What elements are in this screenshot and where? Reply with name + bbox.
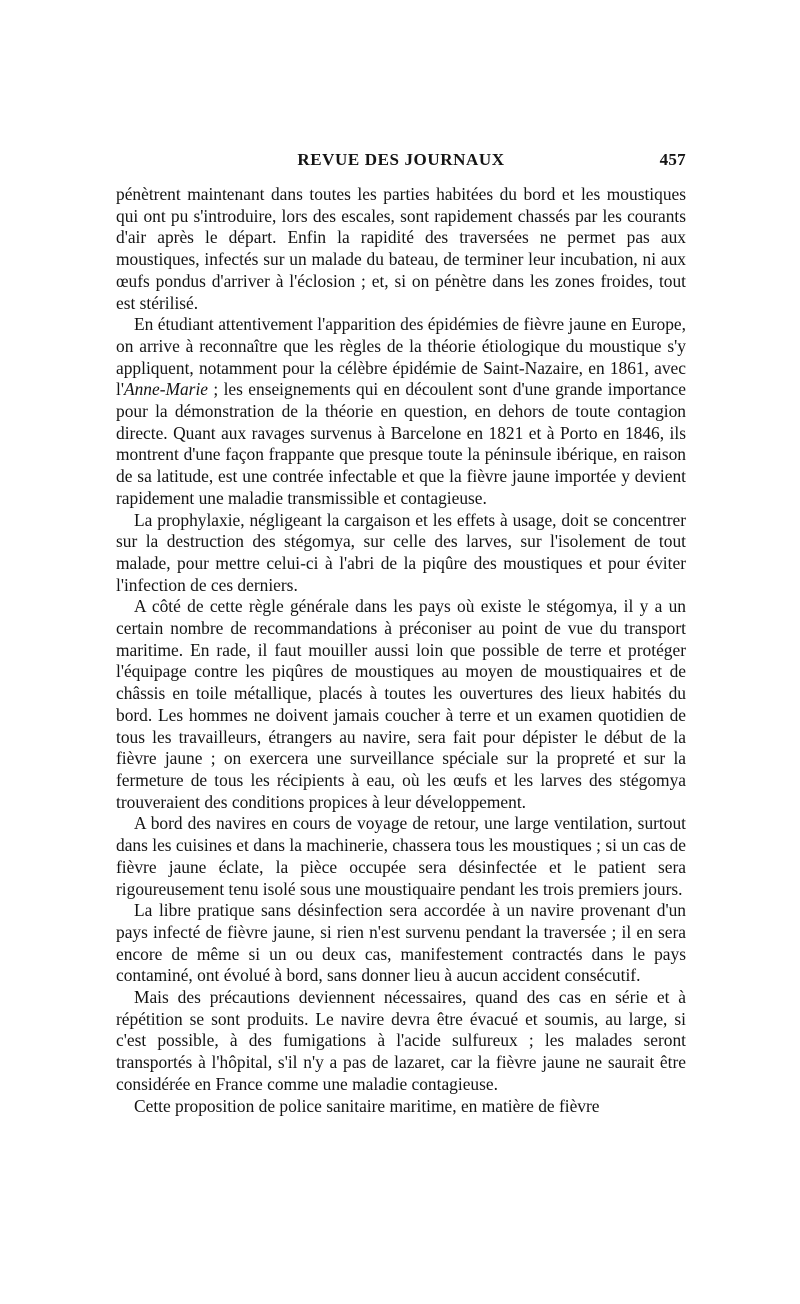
paragraph [116, 900, 686, 987]
paragraph-text: A bord des navires en cours de voyage de retour, une large ventilation, surtout dans les cuisines et dans la machinerie, chassera tous les moustiques ; si un cas de fièvre jaune éclate, la pièce occupée sera désinfectée et le patient sera rigoureusement tenu isolé sous une moustiquaire pendant les trois premiers jours. [116, 813, 686, 899]
running-head-title: REVUE DES JOURNAUX [297, 150, 505, 169]
paragraph-text: A côté de cette règle générale dans les pays où existe le stégomya, il y a un certain nombre de recommandations à préconiser au point de vue du transport maritime. En rade, il faut mouiller aussi loin que possible de terre et protéger l'équipage contre les piqûres de moustiques au moyen de moustiquaires et de châssis en toile métallique, placés à toutes les ouvertures des lieux habités du bord. Les hommes ne doivent jamais coucher à terre et un examen quotidien de tous les travailleurs, étrangers au navire, sera fait pour dépister le début de la fièvre jaune ; on exercera une surveillance spéciale sur la propreté et sur la fermeture de tous les récipients à eau, où les œufs et les larves des stégomya trouveraient des conditions propices à leur développement. [116, 596, 686, 812]
page-number: 457 [659, 150, 686, 169]
paragraph [116, 184, 686, 314]
paragraph [116, 813, 686, 900]
paragraph-text: En étudiant attentivement l'apparition des épidémies de fièvre jaune en Europe, on arrive à reconnaître que les règles de la théorie étiologique du moustique s'y appliquent, notamment pour la célèbre épidémie de Saint-Nazaire, en 1861, avec l' [116, 314, 686, 400]
paragraph [116, 314, 686, 509]
paragraph [116, 987, 686, 1096]
paragraph [116, 1096, 686, 1118]
book-page [116, 150, 686, 1117]
paragraph-text: pénètrent maintenant dans toutes les parties habitées du bord et les moustiques qui ont pu s'introduire, lors des escales, sont rapidement chassés par les courants d'air après le départ. Enfin la rapidité des traversées ne permet pas aux moustiques, infectés sur un malade du bateau, de terminer leur incubation, ni aux œufs pondus d'arriver à l'éclosion ; et, si on pénètre dans les zones froides, tout est stérilisé. [116, 184, 686, 313]
paragraph-text: Cette proposition de police sanitaire maritime, en matière de fièvre [134, 1095, 600, 1116]
paragraph [116, 510, 686, 597]
paragraph [116, 596, 686, 813]
ship-name-italic: Anne-Marie [123, 379, 208, 400]
paragraph-text: Mais des précautions deviennent nécessaires, quand des cas en série et à répétition se sont produits. Le navire devra être évacué et soumis, au large, si c'est possible, à des fumigations à l'acide sulfureux ; les malades seront transportés à l'hôpital, s'il n'y a pas de lazaret, car la fièvre jaune ne saurait être considérée en France comme une maladie contagieuse. [116, 987, 686, 1094]
paragraph-text: La libre pratique sans désinfection sera accordée à un navire provenant d'un pays infecté de fièvre jaune, si rien n'est survenu pendant la traversée ; il en sera encore de même si un ou deux cas, manifestement contractés dans le pays contaminé, ont évolué à bord, sans donner lieu à aucun accident consécutif. [116, 900, 686, 986]
paragraph-text: La prophylaxie, négligeant la cargaison et les effets à usage, doit se concentrer sur la destruction des stégomya, sur celle des larves, sur l'isolement de tout malade, pour mettre celui-ci à l'abri de la piqûre des moustiques et pour éviter l'infection de ces derniers. [116, 509, 686, 595]
running-head [116, 150, 686, 176]
paragraph-text: ; les enseignements qui en découlent sont d'une grande importance pour la démonstration de la théorie en question, en dehors de toute contagion directe. Quant aux ravages survenus à Barcelone en 1821 et à Porto en 1846, ils montrent d'une façon frappante que presque toute la péninsule ibérique, en raison de sa latitude, est une contrée infectable et que la fièvre jaune importée y devient rapidement une maladie transmissible et contagieuse. [116, 379, 686, 508]
body-text [116, 184, 686, 1117]
